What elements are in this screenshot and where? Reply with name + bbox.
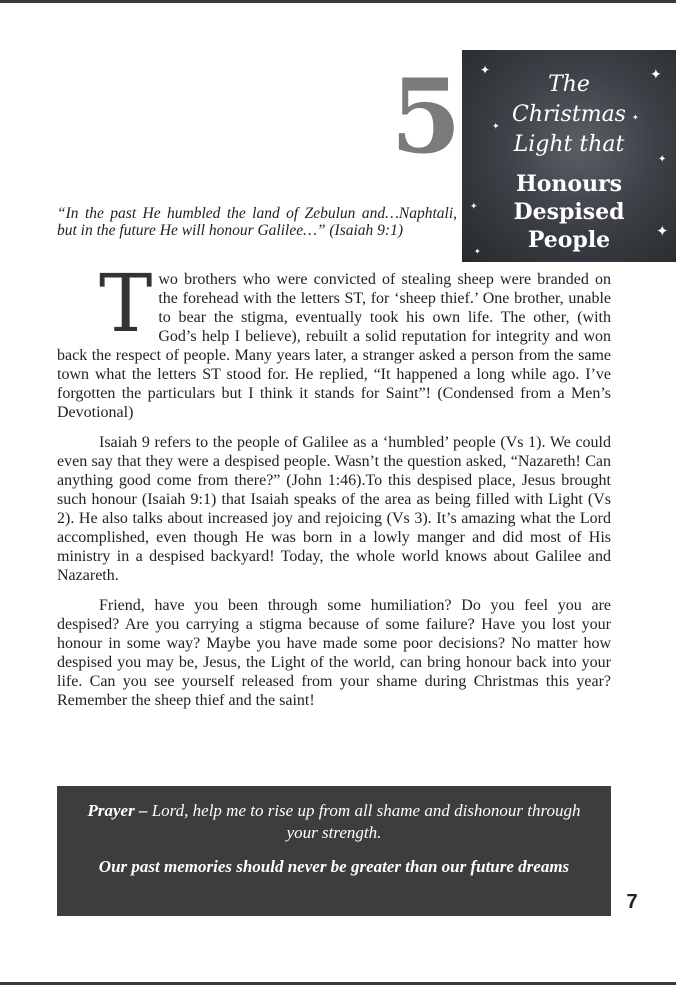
paragraph-1-text: wo brothers who were convicted of stealing sheep were branded on the forehead with the letters ST, for ‘sheep thief.’ One brother, unable to bear the stigma, eventually took his own life. The other, (with God’s help I believe), rebuilt a solid reputation for integrity and won back the respect of people. Many years later, a stranger asked a person from the same town what the letters ST stood for. He replied, “It happened a long while ago. I’ve forgotten the particulars but I think it stands for Saint”! (Condensed from a Men’s Devotional): [57, 271, 611, 421]
drop-cap: T: [99, 257, 153, 350]
star-icon: ✦: [656, 224, 669, 240]
chapter-title-line: People: [527, 227, 611, 253]
star-icon: ✦: [632, 113, 639, 122]
star-icon: ✦: [650, 68, 662, 83]
motto-text: Our past memories should never be greater than our future dreams: [98, 857, 570, 876]
star-icon: ✦: [658, 154, 667, 165]
chapter-number: 5: [390, 57, 462, 177]
chapter-title-script: [462, 70, 676, 160]
chapter-title-line: Light that: [513, 132, 625, 157]
page-number: 7: [626, 891, 638, 913]
chapter-title-box: [462, 50, 676, 262]
paragraph-3: Friend, have you been through some humiliation? Do you feel you are despised? Are you carrying a stigma because of some failure? Have you lost your honour in some way? Maybe you have made some poor decisions? No matter how despised you may be, Jesus, the Light of the world, can bring honour back into your life. Can you see yourself released from your shame during Christmas this year? Remember the sheep thief and the saint!: [57, 597, 611, 709]
article-body: [57, 257, 611, 721]
top-border: [0, 0, 676, 3]
chapter-title-line: Honours: [515, 171, 623, 197]
chapter-title-bold: [462, 170, 676, 254]
scripture-quote: “In the past He humbled the land of Zebulun and…Naphtali, but in the future He will honour Galilee…” (Isaiah 9:1): [57, 205, 457, 239]
paragraph-1: [57, 257, 611, 422]
star-icon: ✦: [470, 201, 478, 211]
prayer-box: [57, 786, 611, 916]
prayer-text: [81, 800, 587, 844]
star-icon: ✦: [480, 63, 491, 77]
star-icon: ✦: [474, 247, 481, 256]
prayer-body: Lord, help me to rise up from all shame and dishonour through your strength.: [147, 801, 581, 842]
paragraph-2: Isaiah 9 refers to the people of Galilee as a ‘humbled’ people (Vs 1). We could even say that they were a despised people. Wasn’t the question asked, “Nazareth! Can anything good come from there?” (John 1:46).To this despised place, Jesus brought such honour (Isaiah 9:1) that Isaiah speaks of the area as being filled with Light (Vs 2). He also talks about increased joy and rejoicing (Vs 3). It’s amazing what the Lord accomplished, even though He was born in a lowly manger and did most of His ministry in a despised backyard! Today, the whole world knows about Galilee and Nazareth.: [57, 434, 611, 584]
star-icon: ✦: [492, 121, 500, 131]
chapter-title-line: Christmas: [512, 102, 626, 127]
chapter-title-line: The: [548, 72, 590, 97]
prayer-label: Prayer –: [87, 801, 148, 820]
chapter-title-line: Despised: [513, 199, 625, 225]
